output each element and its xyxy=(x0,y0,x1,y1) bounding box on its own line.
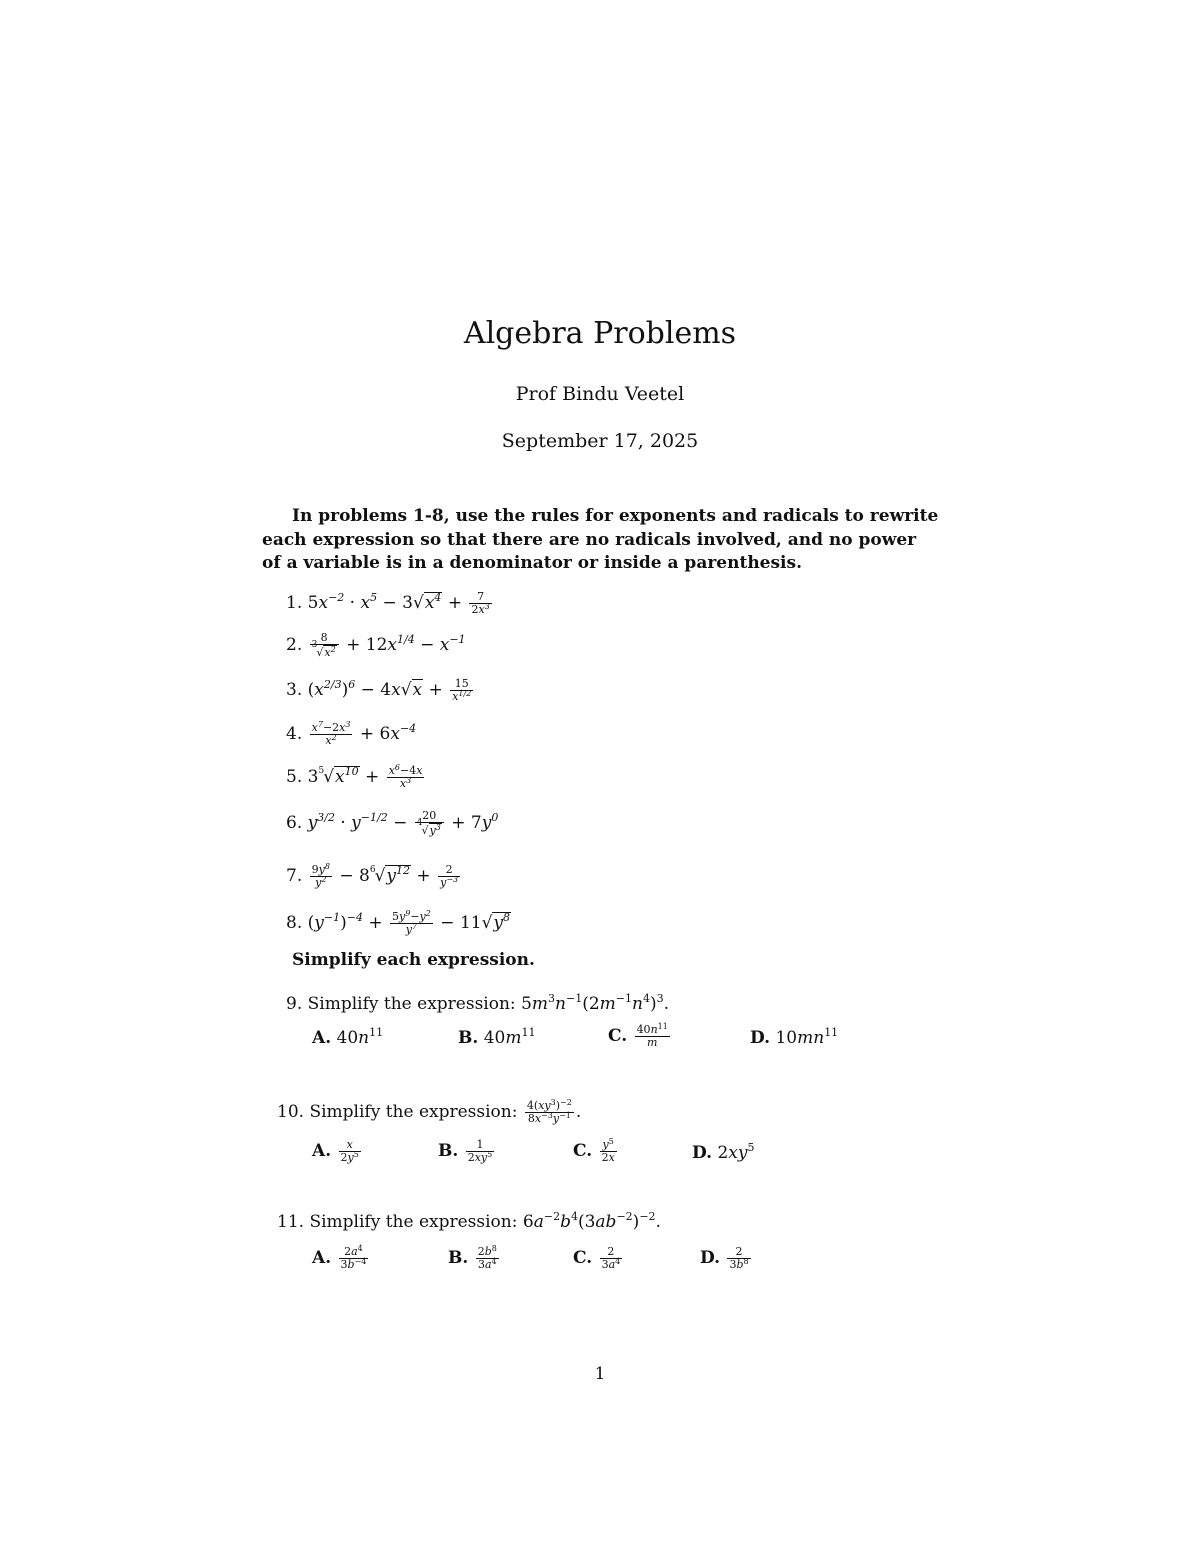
problem-4: 4. $\frac{x^7-2x^3}{x^2}$ + $6x^{-4}$ xyxy=(286,720,417,747)
choice-b: B. $40m^{11}$ xyxy=(458,1026,536,1048)
problem-3: 3. $(x^{2/3})^6 - 4x√x$ + $\frac{15}{x^{1/2}}$ xyxy=(286,677,472,703)
problem-number: 11. xyxy=(277,1212,305,1232)
problem-9: 9. Simplify the expression: $5m^3n^{-1}(2m^{-1}n^4)^3$. xyxy=(286,992,669,1014)
question-text: Simplify the expression: xyxy=(309,1212,518,1232)
problem-11: 11. Simplify the expression: $6a^{-2}b^4(3ab^{-2})^{-2}$. xyxy=(277,1210,661,1232)
author: Prof Bindu Veetel xyxy=(515,383,685,405)
problem-number: 10. xyxy=(277,1102,305,1122)
problem-10: 10. Simplify the expression: $\frac{4(xy^3)^{-2}}{8x^{-3}y^{-1}}$ . xyxy=(277,1098,582,1125)
page-title: Algebra Problems xyxy=(463,316,737,351)
choice-d: D. $10mn^{11}$ xyxy=(750,1026,839,1048)
problem-8: 8. $(y^{-1})^{-4}$ + $\frac{5y^9-y^2}{y^7}$ − $11√y^8$ xyxy=(286,909,511,936)
choice-a: A. $40n^{11}$ xyxy=(312,1026,384,1048)
problem-5: 5. $3^5√x^{10}$ + $\frac{x^6-4x}{x^3}$ xyxy=(286,763,423,790)
instructions: In problems 1-8, use the rules for exponents and radicals to rewrite each expression so that there are no radicals involved, and no power of a variable is in a denominator or inside a parenthesis. xyxy=(262,506,939,573)
question-text: Simplify the expression: xyxy=(307,994,516,1014)
choice-d: D. $\frac{2}{3b^8}$ xyxy=(700,1245,749,1271)
page-number: 1 xyxy=(594,1364,606,1384)
problem-number: 1. xyxy=(286,593,303,613)
choice-c: C. $\frac{40n^{11}}{m}$ xyxy=(608,1022,668,1049)
problem-number: 4. xyxy=(286,724,303,744)
problem-2: 2. $\frac{8}{^3√x^2}$ + $12x^{1/4} - x^{-1}$ xyxy=(286,631,466,659)
problem-6: 6. $y^{3/2} \cdot y^{-1/2}$ − $\frac{20}{^4√y^3}$ + $7y^0$ xyxy=(286,809,499,837)
problem-number: 8. xyxy=(286,913,303,933)
date: September 17, 2025 xyxy=(501,430,699,452)
problem-number: 7. xyxy=(286,866,303,886)
choice-c: C. $\frac{2}{3a^4}$ xyxy=(573,1245,621,1271)
choice-b: B. $\frac{1}{2xy^5}$ xyxy=(438,1138,493,1164)
problem-number: 3. xyxy=(286,680,303,700)
choice-b: B. $\frac{2b^8}{3a^4}$ xyxy=(448,1244,497,1271)
question-text: Simplify the expression: xyxy=(309,1102,518,1122)
choice-d: D. $2xy^5$ xyxy=(692,1141,755,1163)
problem-number: 9. xyxy=(286,994,303,1014)
problem-1: 1. $5x^{-2} \cdot x^5 - 3√x^4$ + $\frac{7}{2x^3}$ xyxy=(286,590,490,616)
problem-number: 2. xyxy=(286,635,303,655)
choice-a: A. $\frac{x}{2y^5}$ xyxy=(312,1138,359,1164)
choice-a: A. $\frac{2a^4}{3b^{-4}}$ xyxy=(312,1244,367,1271)
section-heading: Simplify each expression. xyxy=(292,950,535,970)
problem-number: 6. xyxy=(286,813,303,833)
problem-7: 7. $\frac{9y^8}{y^2}$ − $8^6√y^{12}$ + $\frac{2}{y^{-3}}$ xyxy=(286,862,459,889)
problem-number: 5. xyxy=(286,767,303,787)
choice-c: C. $\frac{y^5}{2x}$ xyxy=(573,1137,615,1164)
